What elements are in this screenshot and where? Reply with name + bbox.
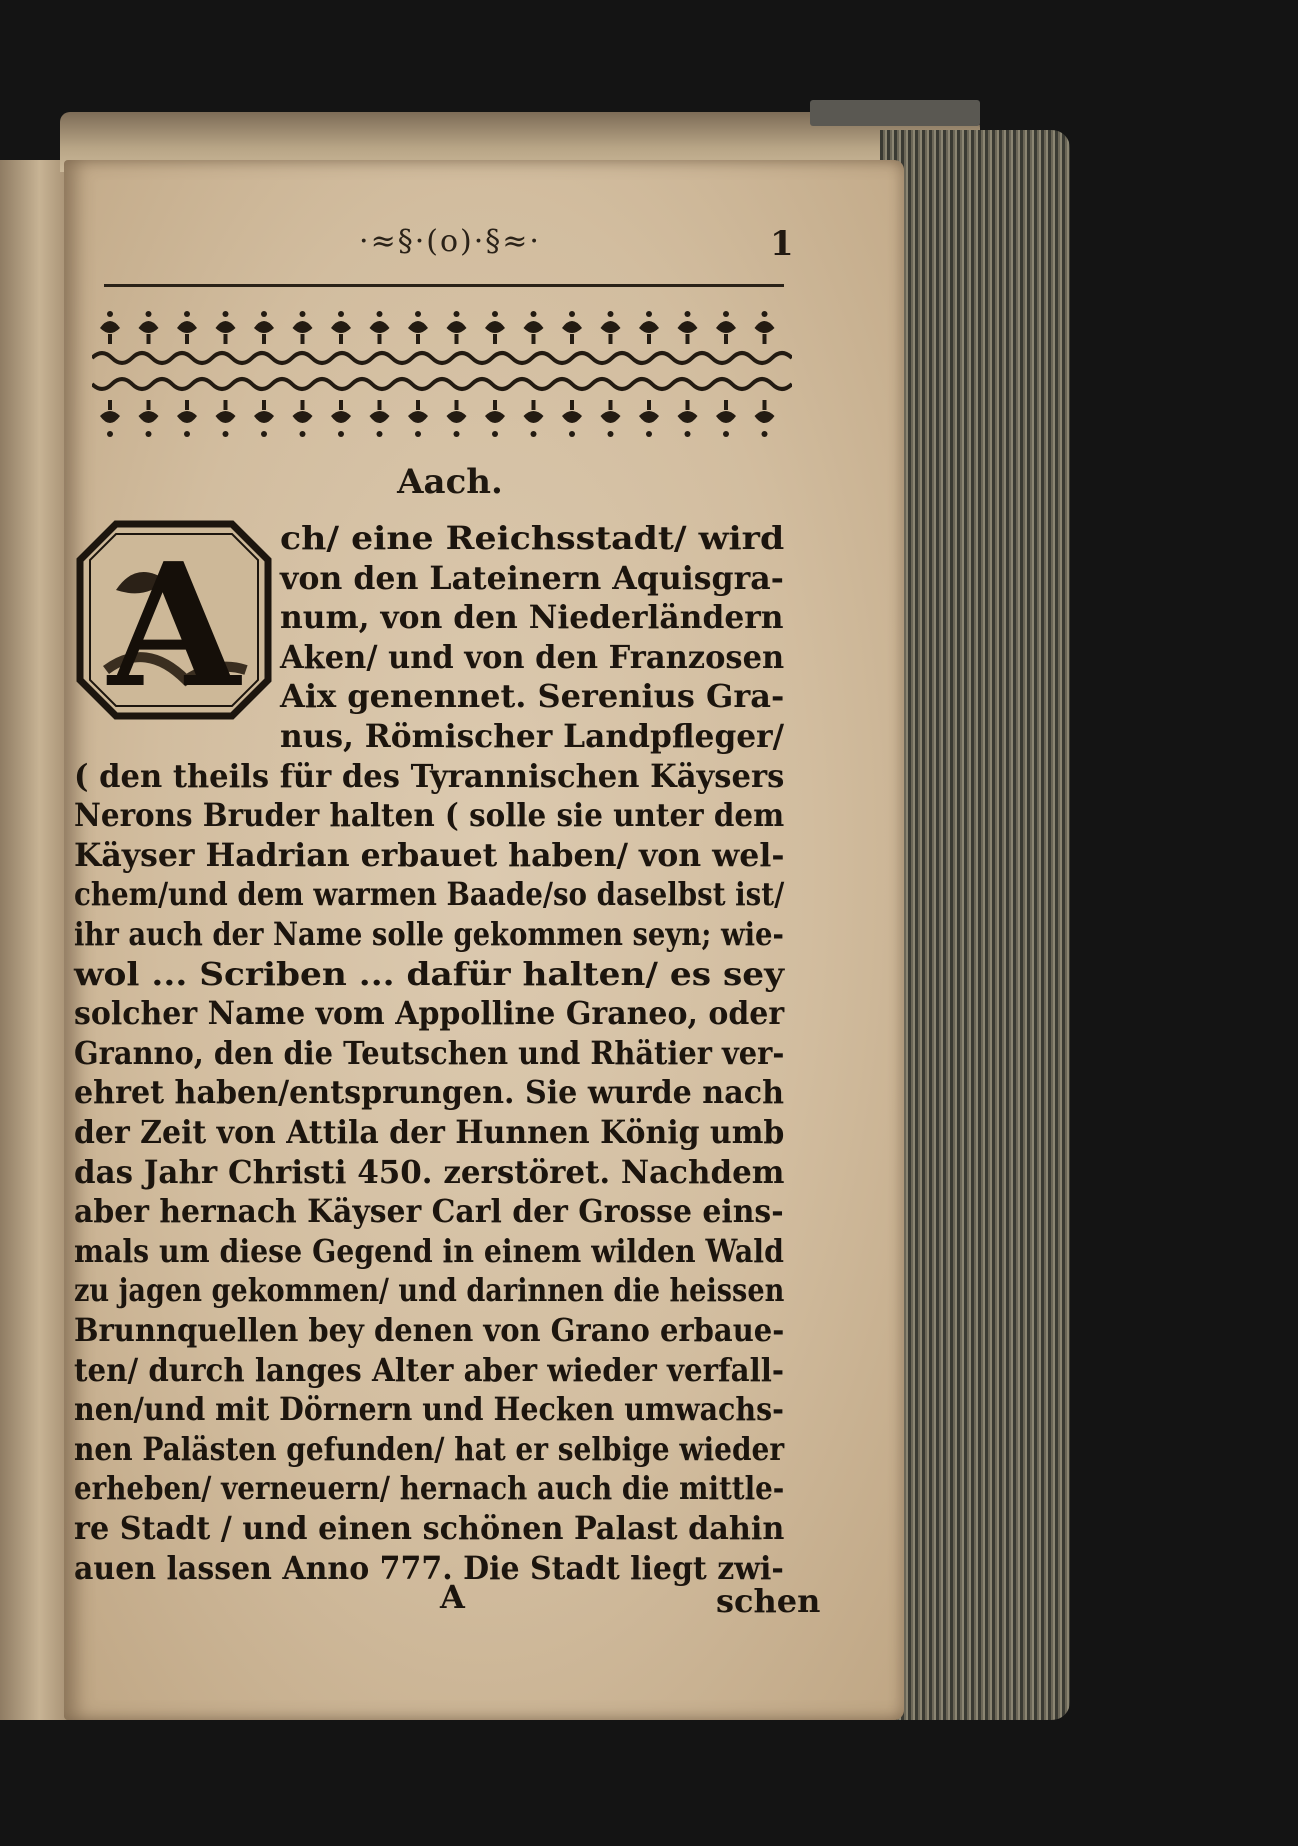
ornament-flower [639, 311, 659, 344]
text-line: ch/ eine Reichsstadt/ wird [280, 519, 785, 557]
ornament-flower [370, 400, 390, 437]
catchword: schen [716, 1582, 821, 1620]
ornament-flower [678, 400, 698, 437]
header-rule [104, 284, 784, 287]
ornament-flower [177, 400, 197, 437]
text-line: Käyser Hadrian erbauet haben/ von wel- [74, 835, 785, 874]
ornament-flower [216, 311, 236, 344]
clasp [810, 100, 980, 126]
ornament-flower [254, 400, 274, 437]
text-line: auen lassen Anno 777. Die Stadt liegt zwi- [74, 1548, 784, 1587]
ornament-flower [447, 400, 467, 437]
text-line: Granno, den die Teutschen und Rhätier ver- [74, 1033, 785, 1072]
drop-cap-letter: A [108, 526, 240, 720]
ornament-flower [485, 400, 505, 437]
page-number: 1 [770, 224, 794, 264]
ornament-flower [408, 311, 428, 344]
ornament-flower [485, 311, 505, 344]
ornament-flower [293, 311, 313, 344]
ornament-flower [370, 311, 390, 344]
ornament-flower [100, 311, 120, 344]
text-line: mals um diese Gegend in einem wilden Wald [74, 1231, 784, 1270]
ornament-flower [447, 311, 467, 344]
text-line: Aken/ und von den Franzosen [280, 637, 785, 676]
text-line: re Stadt / und einen schönen Palast dahin [74, 1509, 785, 1547]
page-edges [880, 130, 1070, 1720]
ornament-flower [755, 400, 775, 437]
text-line: von den Lateinern Aquisgra- [280, 558, 784, 597]
ornament-flower [678, 311, 698, 344]
ornament-flower [639, 400, 659, 437]
text-line: Aix genennet. Serenius Gra- [280, 677, 785, 716]
text-line: ( den theils für des Tyrannischen Käysers [74, 756, 785, 795]
text-line: ehret haben/entsprungen. Sie wurde nach [74, 1073, 784, 1112]
ornament-flower [716, 400, 736, 437]
text-line: chem/und dem warmen Baade/so daselbst ist/ [74, 875, 785, 914]
ornament-flower [216, 400, 236, 437]
drop-cap-initial [76, 520, 272, 720]
ornament-flower [601, 311, 621, 344]
ornament-flower [524, 311, 544, 344]
ornament-flower [716, 311, 736, 344]
text-line: der Zeit von Attila der Hunnen König umb [74, 1113, 785, 1151]
text-line: ihr auch der Name solle gekommen seyn; wie- [74, 915, 784, 953]
text-line: das Jahr Christi 450. zerstöret. Nachdem [74, 1152, 785, 1191]
ornament-flower [254, 311, 274, 344]
text-line: num, von den Niederländern [280, 598, 784, 637]
ornament-flower [408, 400, 428, 437]
text-line: aber hernach Käyser Carl der Grosse eins- [74, 1192, 784, 1231]
ornament-flower [139, 400, 159, 437]
ornament-flower [293, 400, 313, 437]
text-line: nus, Römischer Landpfleger/ [280, 717, 785, 755]
text-line: wol ... Scriben ... dafür halten/ es sey [74, 954, 785, 993]
ornament-flower [562, 311, 582, 344]
text-line: Nerons Bruder halten ( solle sie unter dem [74, 796, 785, 835]
text-line: Brunnquellen bey denen von Grano erbaue- [74, 1311, 785, 1349]
text-line: nen Palästen gefunden/ hat er selbige wieder [74, 1429, 785, 1468]
text-line: nen/und mit Dörnern und Hecken umwachs- [74, 1390, 784, 1429]
text-line: ten/ durch langes Alter aber wieder verfall- [74, 1350, 784, 1389]
ornament-flower [755, 311, 775, 344]
text-line: solcher Name vom Appolline Graneo, oder [74, 994, 785, 1033]
chapter-title: Aach. [397, 462, 503, 502]
ornament-flower [524, 400, 544, 437]
ornament-band [92, 296, 792, 456]
text-line: erheben/ verneuern/ hernach auch die mittle- [74, 1469, 785, 1508]
ornament-flower [100, 400, 120, 437]
left-page-edge [0, 160, 72, 1720]
ornament-flower [331, 311, 351, 344]
ornament-flower [177, 311, 197, 344]
signature-mark: A [440, 1578, 465, 1616]
ornament-flower [601, 400, 621, 437]
text-line: zu jagen gekommen/ und darinnen die heissen [74, 1271, 785, 1310]
header-ornament: ·≈§·(o)·§≈· [359, 224, 541, 259]
ornament-flower [331, 400, 351, 437]
ornament-flower [139, 311, 159, 344]
ornament-flower [562, 400, 582, 437]
